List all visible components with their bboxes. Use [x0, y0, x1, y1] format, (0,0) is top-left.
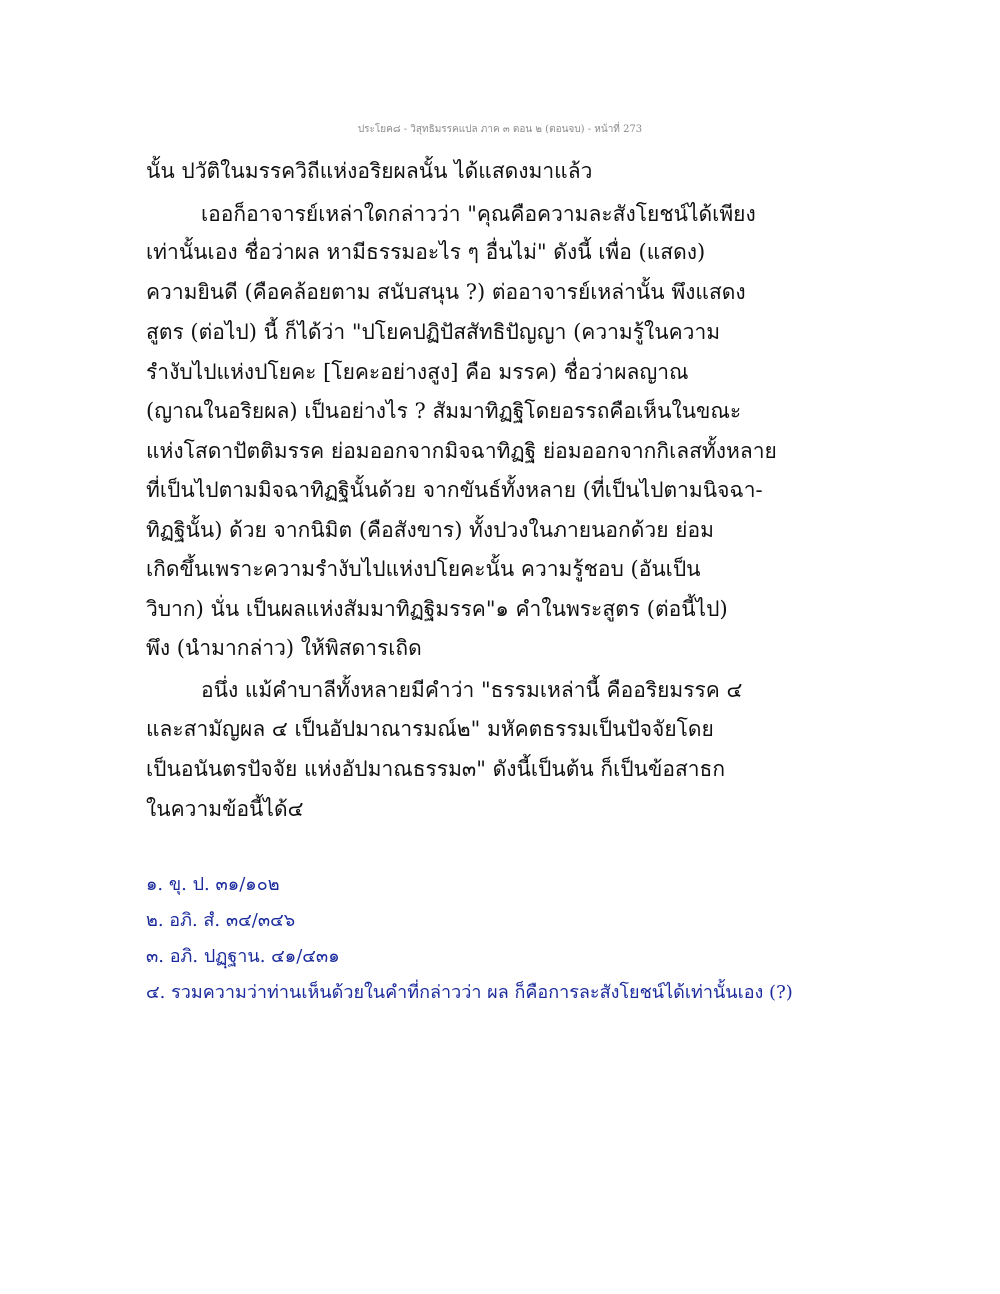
body-line: เท่านั้นเอง ชื่อว่าผล หามีธรรมอะไร ๆ อื่นไม่" ดังนี้ เพื่อ (แสดง) [146, 240, 706, 264]
body-line: เออก็อาจารย์เหล่าใดกล่าวว่า "คุณคือความละสังโยชน์ได้เพียง [201, 202, 756, 226]
footnote: ๒. อภิ. สํ. ๓๔/๓๔๖ [146, 910, 296, 931]
body-line: (ญาณในอริยผล) เป็นอย่างไร ? สัมมาทิฏฐิโดยอรรถคือเห็นในขณะ [146, 399, 742, 423]
body-line: นั้น ปวัติในมรรควิถีแห่งอริยผลนั้น ได้แสดงมาแล้ว [146, 159, 593, 183]
body-line: อนึ่ง แม้คำบาลีทั้งหลายมีคำว่า "ธรรมเหล่านี้ คืออริยมรรค ๔ [201, 678, 743, 702]
body-line: เกิดขึ้นเพราะความรำงับไปแห่งปโยคะนั้น ความรู้ชอบ (อันเป็น [146, 557, 701, 581]
body-line: สูตร (ต่อไป) นี้ ก็ได้ว่า "ปโยคปฏิปัสสัทธิปัญญา (ความรู้ในความ [146, 320, 721, 344]
footnote: ๔. รวมความว่าท่านเห็นด้วยในคำที่กล่าวว่า ผล ก็คือการละสังโยชน์ได้เท่านั้นเอง (?) [146, 982, 793, 1003]
body-line: ในความข้อนี้ได้๔ [146, 797, 304, 821]
body-line: และสามัญผล ๔ เป็นอัปมาณารมณ์๒" มหัคตธรรมเป็นปัจจัยโดย [146, 717, 714, 741]
body-line: รำงับไปแห่งปโยคะ [โยคะอย่างสูง] คือ มรรค) ชื่อว่าผลญาณ [146, 360, 689, 384]
body-line: วิบาก) นั่น เป็นผลแห่งสัมมาทิฏฐิมรรค"๑ คำในพระสูตร (ต่อนี้ไป) [146, 597, 728, 621]
body-line: ทิฏฐินั้น) ด้วย จากนิมิต (คือสังขาร) ทั้งปวงในภายนอกด้วย ย่อม [146, 518, 714, 542]
running-header: ประโยค๘ - วิสุทธิมรรคแปล ภาค ๓ ตอน ๒ (ตอนจบ) - หน้าที่ 273 [357, 124, 643, 135]
body-line: พึง (นำมากล่าว) ให้พิสดารเถิด [146, 636, 422, 660]
body-line: เป็นอนันตรปัจจัย แห่งอัปมาณธรรม๓" ดังนี้เป็นต้น ก็เป็นข้อสาธก [146, 757, 726, 781]
footnote: ๑. ขุ. ป. ๓๑/๑๐๒ [146, 874, 280, 895]
body-line: แห่งโสดาปัตติมรรค ย่อมออกจากมิจฉาทิฏฐิ ย่อมออกจากกิเลสทั้งหลาย [146, 439, 777, 463]
body-line: ความยินดี (คือคล้อยตาม สนับสนุน ?) ต่ออาจารย์เหล่านั้น พึงแสดง [146, 280, 746, 304]
footnote: ๓. อภิ. ปฏฺฐาน. ๔๑/๔๓๑ [146, 946, 340, 967]
body-line: ที่เป็นไปตามมิจฉาทิฏฐินั้นด้วย จากขันธ์ทั้งหลาย (ที่เป็นไปตามนิจฉา- [146, 478, 763, 502]
